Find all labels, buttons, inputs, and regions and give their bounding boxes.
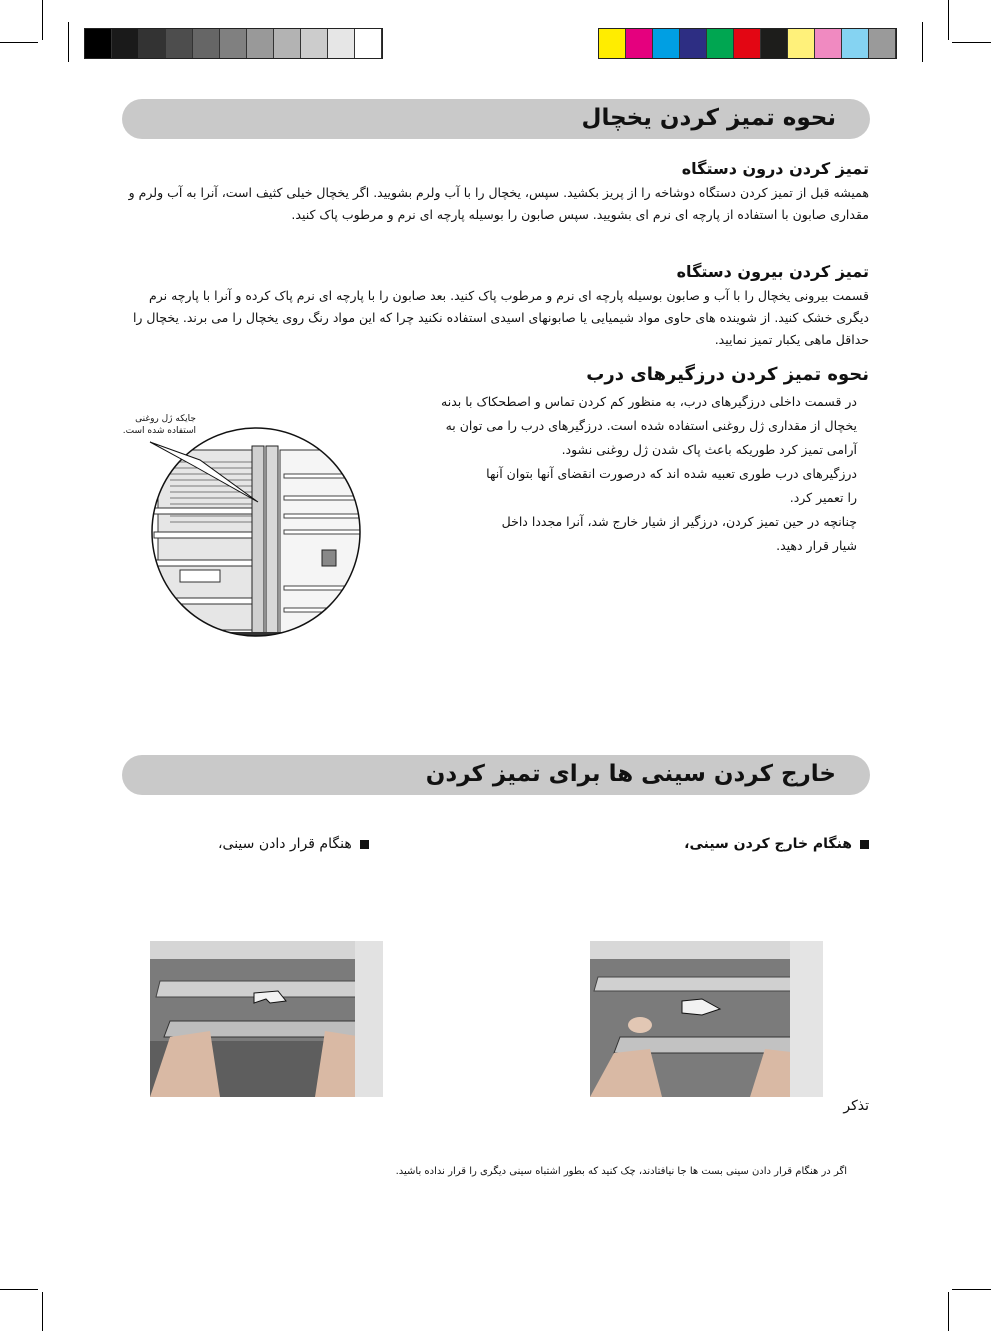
outside-paragraph: قسمت بیرونی یخچال را با آب و صابون بوسیله پارچه ای نرم و مرطوب پاک کنید. بعد صابون را با پارچه ای نرم پاک کرده و آنرا با پارچه نرم دیگری خشک کنید. از شوینده های حاوی مواد شیمیایی یا صابونهای اسیدی استفاده نکنید چرا که این مواد رنگ روی یخچال را می برند. یخچال را حداقل ماهی یکبار تمیز نمایید.	[132, 288, 869, 347]
color-swatch	[599, 29, 626, 58]
color-swatch	[274, 29, 301, 58]
callout-line: استفاده شده است.	[122, 426, 196, 436]
gasket-line: چنانچه در حین تمیز کردن، درزگیر از شیار خارج شد، آنرا مجددا داخل	[501, 514, 857, 529]
insert-shelf-label	[218, 836, 369, 852]
gasket-line: را تعمیر کرد.	[789, 490, 857, 505]
color-swatch	[193, 29, 220, 58]
remove-shelf-label	[684, 836, 869, 852]
section-banner-cleaning	[122, 99, 870, 139]
crop-mark	[68, 22, 69, 62]
crop-mark	[952, 42, 991, 43]
section-title: خارج کردن سینی ها برای تمیز کردن	[425, 761, 836, 787]
gasket-illustration	[140, 420, 372, 642]
crop-mark	[0, 1289, 38, 1290]
crop-mark	[0, 42, 38, 43]
cmyk-color-bar	[598, 28, 897, 59]
crop-mark	[948, 0, 949, 40]
section-title: نحوه تمیز کردن یخچال	[581, 105, 836, 131]
crop-mark	[42, 1292, 43, 1331]
color-swatch	[761, 29, 788, 58]
gasket-line: آرامی تمیز کرد طوریکه باعث پاک شدن ژل روغنی نشود.	[561, 442, 857, 457]
section-banner-shelves	[122, 755, 870, 795]
color-swatch	[247, 29, 274, 58]
crop-mark	[948, 1292, 949, 1331]
gasket-line: یخچال از مقداری ژل روغنی استفاده شده است. درزگیرهای درب را می توان به	[445, 418, 857, 433]
color-swatch	[680, 29, 707, 58]
color-swatch	[220, 29, 247, 58]
insert-shelf-photo	[150, 941, 383, 1097]
remove-shelf-photo	[590, 941, 823, 1097]
gasket-heading: نحوه تمیز کردن درزگیرهای درب	[586, 364, 869, 385]
grayscale-bar	[84, 28, 383, 59]
bullet-square	[860, 840, 869, 849]
bullet-square	[360, 840, 369, 849]
color-swatch	[626, 29, 653, 58]
gasket-line: شیار قرار دهید.	[776, 538, 857, 553]
inside-heading: تمیز کردن درون دستگاه	[681, 159, 869, 178]
color-swatch	[166, 29, 193, 58]
color-swatch	[355, 29, 382, 58]
color-swatch	[653, 29, 680, 58]
color-swatch	[328, 29, 355, 58]
callout-line: جایکه ژل روغنی	[135, 414, 196, 424]
color-swatch	[301, 29, 328, 58]
insert-label-text: هنگام قرار دادن سینی،	[218, 836, 352, 852]
color-swatch	[85, 29, 112, 58]
crop-mark	[42, 0, 43, 40]
color-swatch	[734, 29, 761, 58]
note-label: تذکر	[843, 1098, 869, 1114]
inside-paragraph: همیشه قبل از تمیز کردن دستگاه دوشاخه را از پریز بکشید. سپس، یخچال را با آب ولرم بشویید. اگر یخچال خیلی کثیف است، آنرا به آب ولرم و مقداری صابون با استفاده از پارچه ای نرم ای بشویید. سپس صابون را بوسیله پارچه ای نرم و مرطوب پاک کنید.	[128, 185, 869, 222]
gasket-text	[360, 390, 857, 558]
color-swatch	[842, 29, 869, 58]
color-swatch	[869, 29, 896, 58]
crop-mark	[922, 22, 923, 62]
color-swatch	[707, 29, 734, 58]
note-text: اگر در هنگام قرار دادن سینی بست ها جا نیافتادند، چک کنید که بطور اشتباه سینی دیگری را قرار نداده باشید.	[395, 1166, 847, 1177]
color-swatch	[139, 29, 166, 58]
color-swatch	[112, 29, 139, 58]
gasket-line: در قسمت داخلی درزگیرهای درب، به منظور کم کردن تماس و اصطحکاک با بدنه	[441, 394, 857, 409]
gasket-line: درزگیرهای درب طوری تعبیه شده اند که درصورت انقضای آنها بتوان آنها	[486, 466, 857, 481]
remove-label-text: هنگام خارج کردن سینی،	[684, 836, 852, 852]
outside-heading: تمیز کردن بیرون دستگاه	[676, 262, 869, 281]
color-swatch	[815, 29, 842, 58]
color-swatch	[788, 29, 815, 58]
crop-mark	[952, 1289, 991, 1290]
